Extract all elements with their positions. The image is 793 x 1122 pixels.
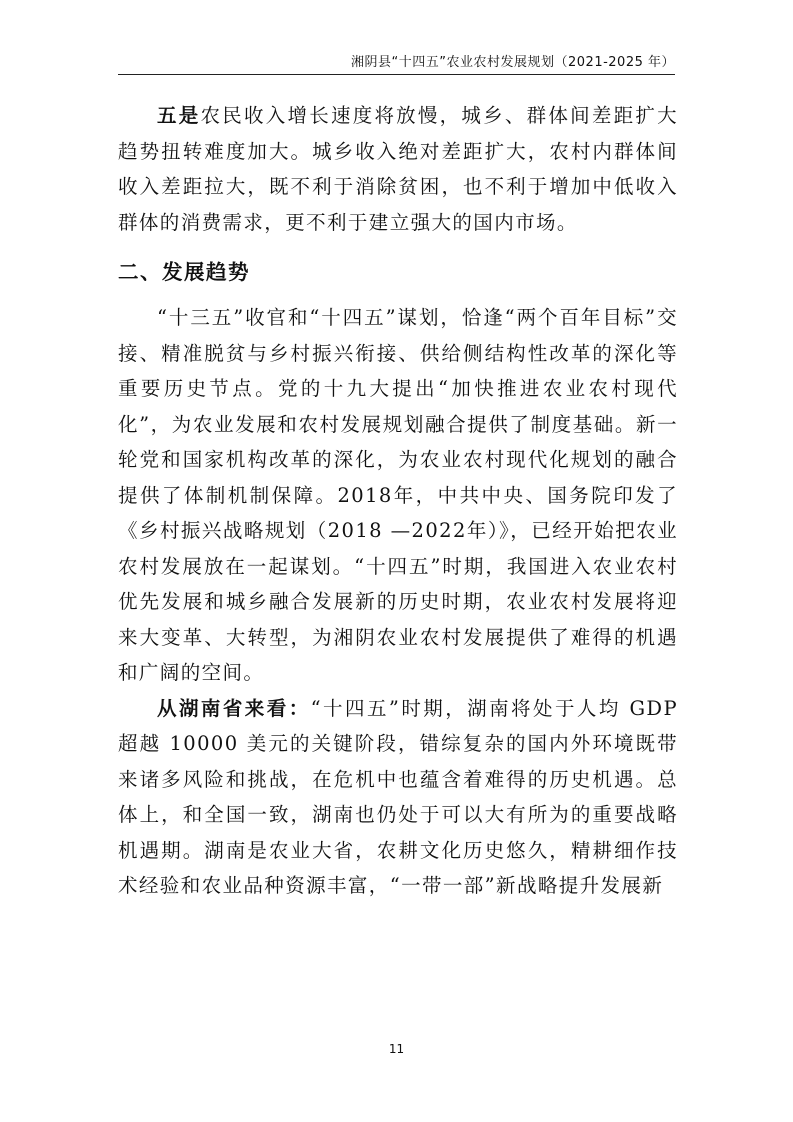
paragraph-five [118,98,678,240]
paragraph-lead: 从湖南省来看： [157,696,311,720]
running-header [118,50,675,75]
section-heading: 二、发展趋势 [118,260,250,284]
paragraph-hunan [118,691,678,904]
paragraph-lead: 五是 [157,104,201,127]
paragraph-trend: “十三五”收官和“十四五”谋划，恰逢“两个百年目标”交接、精准脱贫与乡村振兴衔接、供给侧结构性改革的深化等重要历史节点。党的十九大提出“加快推进农业农村现代化”，为农业发展和农村发展规划融合提供了制度基础。新一轮党和国家机构改革的深化，为农业农村现代化规划的融合提供了体制机制保障。2018年，中共中央、国务院印发了《乡村振兴战略规划（2018 —2022年）》，已经开始把农业农村发展放在一起谋划。“十四五”时期，我国进入农业农村优先发展和城乡融合发展新的历史时期，农业农村发展将迎来大变革、大转型，为湘阴农业农村发展提供了难得的机遇和广阔的空间。 [118,306,678,684]
page-number: 11 [388,1042,405,1056]
paragraph-text: 农民收入增长速度将放慢，城乡、群体间差距扩大趋势扭转难度加大。城乡收入绝对差距扩大，农村内群体间收入差距拉大，既不利于消除贫困，也不利于增加中低收入群体的消费需求，更不利于建立强大的国内市场。 [118,104,678,234]
document-body [118,98,678,904]
paragraph-text: “十四五”时期，湖南将处于人均 GDP 超越 10000 美元的关键阶段，错综复杂的国内外环境既带来诸多风险和挑战，在危机中也蕴含着难得的历史机遇。总体上，和全国一致，湖南也仍处于可以大有所为的重要战略机遇期。湖南是农业大省，农耕文化历史悠久，精耕细作技术经验和农业品种资源丰富，“一带一部”新战略提升发展新 [118,696,678,897]
header-title: 湘阴县“十四五”农业农村发展规划（2021-2025 年） [351,55,675,70]
